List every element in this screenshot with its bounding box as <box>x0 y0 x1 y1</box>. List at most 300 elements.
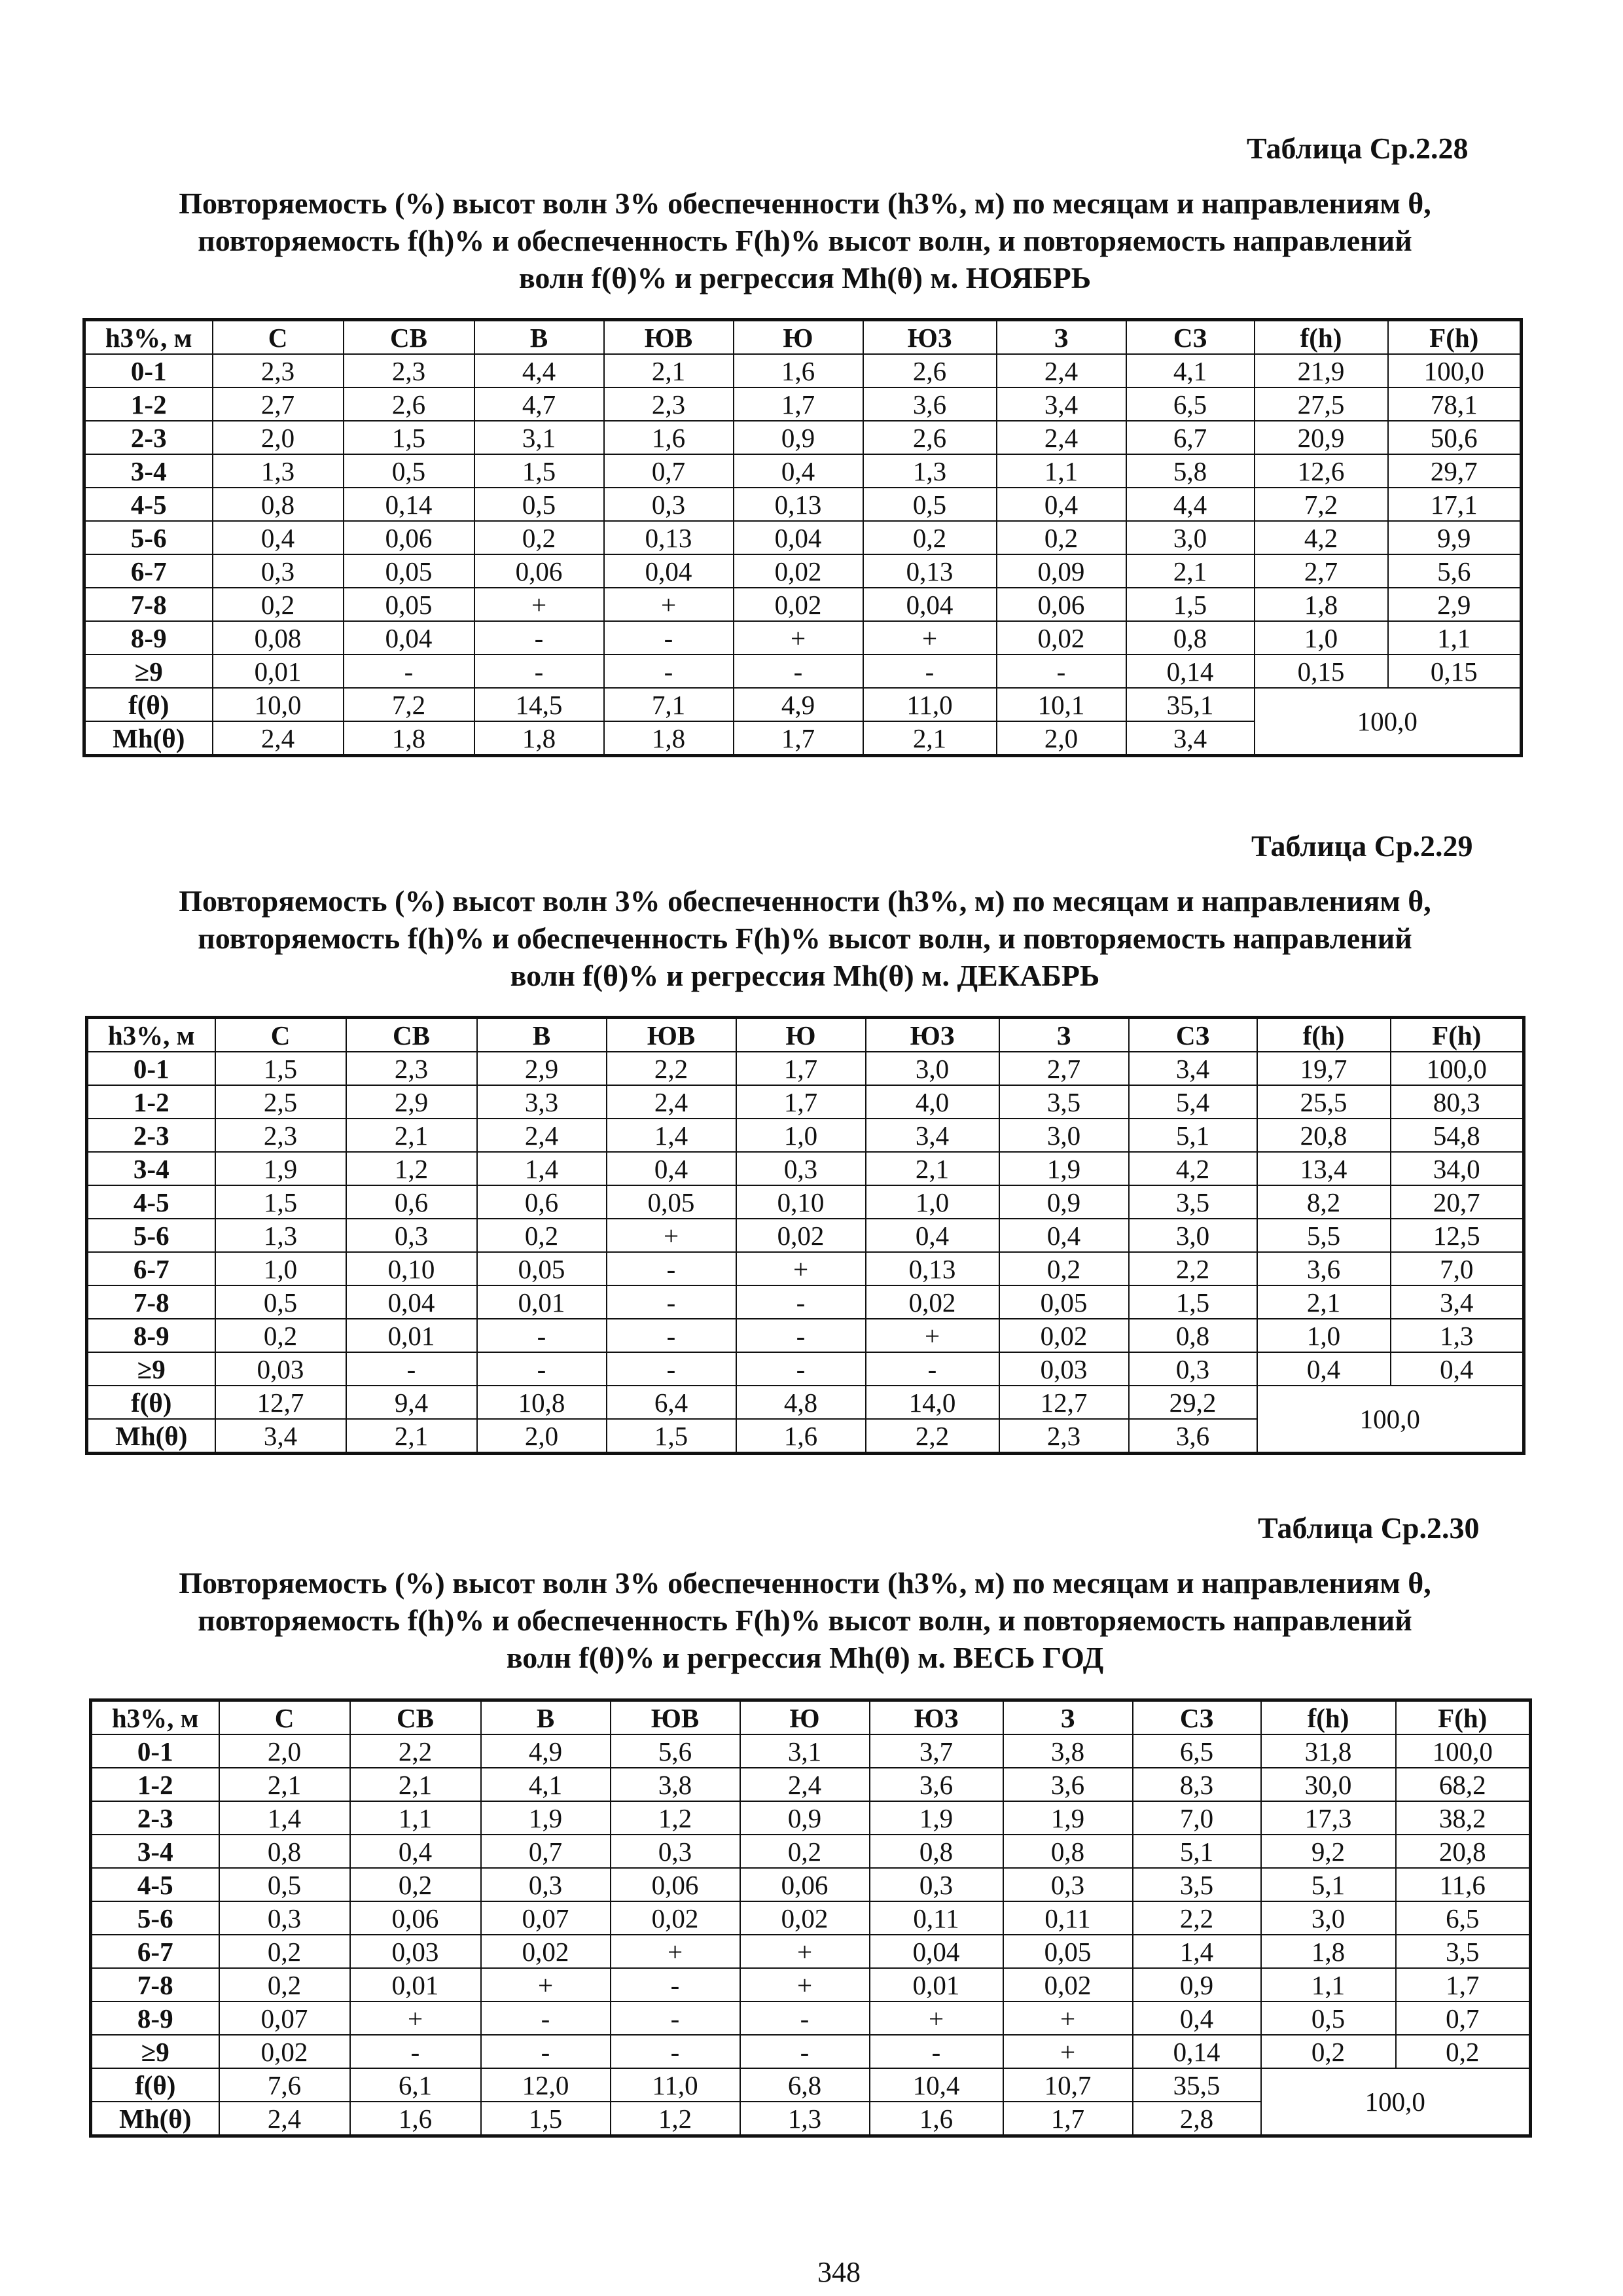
table-cell: 2,3 <box>215 1119 346 1152</box>
header-cell: f(h) <box>1257 1018 1391 1052</box>
table-cell: 0,9 <box>1133 1968 1261 2001</box>
table-cell: 0,2 <box>863 521 997 554</box>
table-cell: 2,4 <box>997 354 1126 387</box>
table-cell: + <box>866 1319 999 1352</box>
table-cell: 0,9 <box>734 421 863 454</box>
table-cell: 3,1 <box>740 1734 870 1768</box>
table-cell: 0,8 <box>870 1835 1003 1868</box>
table-cell: + <box>607 1219 736 1252</box>
table-cell: 6,4 <box>607 1386 736 1419</box>
table-cell: 0,8 <box>213 488 344 521</box>
table-cell: 6,1 <box>350 2068 481 2102</box>
table-cell: 0,5 <box>215 1285 346 1319</box>
table-cell: 1,1 <box>997 454 1126 488</box>
table-cell: 2,2 <box>350 1734 481 1768</box>
table-cell: 54,8 <box>1391 1119 1524 1152</box>
header-cell: З <box>1003 1700 1133 1735</box>
table-cell: 0,4 <box>734 454 863 488</box>
row-label: 3-4 <box>87 1152 215 1185</box>
table-cell: 1,7 <box>1003 2102 1133 2136</box>
table-cell: 80,3 <box>1391 1085 1524 1119</box>
table-cell: 2,1 <box>1126 554 1255 588</box>
table-cell: 2,7 <box>1255 554 1388 588</box>
table-cell: 2,0 <box>997 721 1126 756</box>
table-cell: + <box>870 2001 1003 2035</box>
table-row <box>84 387 1522 421</box>
table-row <box>84 521 1522 554</box>
table-cell: 3,0 <box>1261 1901 1396 1935</box>
table-cell: 6,5 <box>1126 387 1255 421</box>
table-cell: 3,4 <box>1391 1285 1524 1319</box>
row-label: f(θ) <box>91 2068 219 2102</box>
table-cell: 34,0 <box>1391 1152 1524 1185</box>
table-cell: 3,6 <box>870 1768 1003 1801</box>
caption-line: Повторяемость (%) высот волн 3% обеспеченности (h3%, м) по месяцам и направлениям θ, <box>179 884 1431 918</box>
table-cell: 0,2 <box>474 521 604 554</box>
table-cell: 0,06 <box>611 1868 740 1901</box>
table-cell: 10,4 <box>870 2068 1003 2102</box>
table-cell: 0,5 <box>219 1868 350 1901</box>
table-cell: 1,3 <box>1391 1319 1524 1352</box>
table-cell: 35,5 <box>1133 2068 1261 2102</box>
header-cell: Ю <box>734 320 863 355</box>
table-cell: 1,8 <box>1255 588 1388 621</box>
table-cell: 12,7 <box>215 1386 346 1419</box>
table-cell: 2,3 <box>213 354 344 387</box>
table-cell: 1,9 <box>215 1152 346 1185</box>
table-cell: 0,05 <box>477 1252 607 1285</box>
table-cell: 4,4 <box>474 354 604 387</box>
table-row <box>87 1185 1524 1219</box>
table-cell: - <box>736 1352 866 1386</box>
table-cell: 0,2 <box>213 588 344 621</box>
table-cell: 7,0 <box>1391 1252 1524 1285</box>
table-cell: 1,5 <box>481 2102 611 2136</box>
table-cell: 27,5 <box>1255 387 1388 421</box>
table-cell: 7,2 <box>344 688 474 721</box>
table-cell: 0,8 <box>1126 621 1255 655</box>
header-row <box>84 320 1522 355</box>
table-cell: 0,08 <box>213 621 344 655</box>
table-cell: 0,14 <box>344 488 474 521</box>
f-theta-row <box>91 2068 1531 2102</box>
table-cell: + <box>740 1935 870 1968</box>
table-cell: 6,7 <box>1126 421 1255 454</box>
table-cell: 11,6 <box>1396 1868 1531 1901</box>
f-theta-row <box>87 1386 1524 1419</box>
table-cell: - <box>611 2035 740 2068</box>
table-cell: - <box>607 1352 736 1386</box>
table-cell: 0,2 <box>999 1252 1129 1285</box>
table-cell: 0,5 <box>474 488 604 521</box>
table-cell: - <box>734 655 863 688</box>
table-cell: 0,6 <box>346 1185 477 1219</box>
row-label: 1-2 <box>84 387 213 421</box>
table-cell: 68,2 <box>1396 1768 1531 1801</box>
table-cell: 0,11 <box>1003 1901 1133 1935</box>
header-cell: ЮВ <box>604 320 734 355</box>
table-cell: 1,7 <box>736 1052 866 1085</box>
table-cell: 3,5 <box>1129 1185 1257 1219</box>
table-cell: 0,02 <box>734 554 863 588</box>
header-cell: h3%, м <box>87 1018 215 1052</box>
table-cell: 0,07 <box>481 1901 611 1935</box>
table-cell: 0,2 <box>1396 2035 1531 2068</box>
table-row <box>87 1319 1524 1352</box>
table-cell: + <box>481 1968 611 2001</box>
table-cell: 50,6 <box>1388 421 1522 454</box>
header-cell: F(h) <box>1396 1700 1531 1735</box>
table-cell: 4,0 <box>866 1085 999 1119</box>
table-cell: 1,6 <box>350 2102 481 2136</box>
table-cell: 0,01 <box>350 1968 481 2001</box>
table-row <box>87 1119 1524 1152</box>
table-cell: 0,3 <box>219 1901 350 1935</box>
table-cell: 1,7 <box>736 1085 866 1119</box>
table-cell: 2,1 <box>346 1119 477 1152</box>
table-cell: 5,1 <box>1129 1119 1257 1152</box>
table-cell: 2,6 <box>863 421 997 454</box>
table-cell: 5,1 <box>1133 1835 1261 1868</box>
table-cell: 2,1 <box>863 721 997 756</box>
table-cell: 1,8 <box>474 721 604 756</box>
header-cell: h3%, м <box>91 1700 219 1735</box>
table-cell: 0,01 <box>213 655 344 688</box>
table-cell: 0,7 <box>604 454 734 488</box>
table-cell: - <box>481 2035 611 2068</box>
row-label: 3-4 <box>84 454 213 488</box>
data-table <box>85 1016 1525 1455</box>
table-cell: 0,3 <box>1129 1352 1257 1386</box>
table-cell: 11,0 <box>611 2068 740 2102</box>
table-cell: 2,6 <box>863 354 997 387</box>
table-cell: 0,5 <box>863 488 997 521</box>
table-cell: 1,9 <box>481 1801 611 1835</box>
table-cell: 3,4 <box>997 387 1126 421</box>
table-cell: 5,8 <box>1126 454 1255 488</box>
table-cell: 1,5 <box>215 1185 346 1219</box>
header-cell: f(h) <box>1261 1700 1396 1735</box>
table-cell: 2,2 <box>1129 1252 1257 1285</box>
table-cell: 100,0 <box>1388 354 1522 387</box>
table-cell: 3,4 <box>1129 1052 1257 1085</box>
table-cell: 0,8 <box>1129 1319 1257 1352</box>
table-cell: 4,9 <box>734 688 863 721</box>
table-cell: 0,05 <box>344 554 474 588</box>
header-row <box>91 1700 1531 1735</box>
header-cell: В <box>477 1018 607 1052</box>
row-label: 2-3 <box>91 1801 219 1835</box>
table-cell: 0,03 <box>215 1352 346 1386</box>
table-cell: 30,0 <box>1261 1768 1396 1801</box>
table-cell: 2,4 <box>607 1085 736 1119</box>
header-cell: h3%, м <box>84 320 213 355</box>
table-cell: 0,03 <box>350 1935 481 1968</box>
table-cell: 0,4 <box>1133 2001 1261 2035</box>
header-cell: СВ <box>344 320 474 355</box>
table-cell: 2,4 <box>740 1768 870 1801</box>
table-cell: 3,6 <box>1257 1252 1391 1285</box>
table-cell: + <box>1003 2001 1133 2035</box>
table-cell: - <box>997 655 1126 688</box>
table-cell: 14,5 <box>474 688 604 721</box>
table-cell: 7,1 <box>604 688 734 721</box>
data-table <box>89 1698 1532 2138</box>
table-cell: 1,7 <box>734 387 863 421</box>
table-cell: 20,7 <box>1391 1185 1524 1219</box>
table-row <box>91 1968 1531 2001</box>
table-cell: 1,8 <box>604 721 734 756</box>
table-cell: - <box>607 1252 736 1285</box>
header-cell: СЗ <box>1126 320 1255 355</box>
header-cell: В <box>474 320 604 355</box>
table-cell: 0,02 <box>611 1901 740 1935</box>
table-cell: - <box>474 655 604 688</box>
caption-line: волн f(θ)% и регрессия Mh(θ) м. ВЕСЬ ГОД <box>506 1641 1104 1674</box>
table-row <box>91 2035 1531 2068</box>
row-label: 0-1 <box>91 1734 219 1768</box>
row-label: 0-1 <box>87 1052 215 1085</box>
table-cell: 6,8 <box>740 2068 870 2102</box>
header-cell: СВ <box>350 1700 481 1735</box>
header-cell: СЗ <box>1133 1700 1261 1735</box>
table-cell: 0,2 <box>215 1319 346 1352</box>
table-cell: 3,6 <box>1129 1419 1257 1454</box>
table-cell: 3,0 <box>1126 521 1255 554</box>
table-row <box>87 1152 1524 1185</box>
row-label: 8-9 <box>91 2001 219 2035</box>
table-row <box>87 1052 1524 1085</box>
table-row <box>91 1868 1531 1901</box>
row-label: 4-5 <box>84 488 213 521</box>
table-cell: 0,6 <box>477 1185 607 1219</box>
table-cell: 3,0 <box>999 1119 1129 1152</box>
table-cell: 5,6 <box>611 1734 740 1768</box>
table-cell: 0,01 <box>477 1285 607 1319</box>
table-cell: 9,9 <box>1388 521 1522 554</box>
table-cell: 4,7 <box>474 387 604 421</box>
table-cell: 0,13 <box>604 521 734 554</box>
table-cell: 1,0 <box>215 1252 346 1285</box>
table-row <box>91 1935 1531 1968</box>
header-cell: СВ <box>346 1018 477 1052</box>
table-cell: 4,2 <box>1129 1152 1257 1185</box>
table-cell: 0,5 <box>344 454 474 488</box>
table-cell: 0,02 <box>736 1219 866 1252</box>
row-label: ≥9 <box>91 2035 219 2068</box>
table-cell: 0,05 <box>344 588 474 621</box>
table-cell: - <box>736 1285 866 1319</box>
table-cell: 100,0 <box>1396 1734 1531 1768</box>
table-cell: 4,1 <box>1126 354 1255 387</box>
table-caption <box>85 1564 1525 1676</box>
table-cell: 3,6 <box>863 387 997 421</box>
table-cell: 1,3 <box>740 2102 870 2136</box>
table-cell: + <box>863 621 997 655</box>
page-number: 348 <box>817 2256 861 2288</box>
table-row <box>87 1285 1524 1319</box>
table-cell: 0,4 <box>350 1835 481 1868</box>
table-cell: - <box>607 1319 736 1352</box>
table-cell: 0,15 <box>1388 655 1522 688</box>
table-cell: 0,9 <box>740 1801 870 1835</box>
table-cell: 0,02 <box>734 588 863 621</box>
table-cell: 12,0 <box>481 2068 611 2102</box>
table-cell: 2,1 <box>1257 1285 1391 1319</box>
table-cell: 7,2 <box>1255 488 1388 521</box>
table-cell: 13,4 <box>1257 1152 1391 1185</box>
table-number: Таблица Ср.2.30 <box>1258 1511 1480 1545</box>
table-cell: 19,7 <box>1257 1052 1391 1085</box>
table-cell: 3,0 <box>1129 1219 1257 1252</box>
table-cell: 0,06 <box>474 554 604 588</box>
table-cell: 1,0 <box>1257 1319 1391 1352</box>
row-label: 3-4 <box>91 1835 219 1868</box>
table-cell: - <box>863 655 997 688</box>
table-cell: 1,5 <box>1129 1285 1257 1319</box>
table-cell: 1,4 <box>1133 1935 1261 1968</box>
table-cell: 0,02 <box>999 1319 1129 1352</box>
table-cell: 0,02 <box>866 1285 999 1319</box>
table-cell: 1,7 <box>1396 1968 1531 2001</box>
table-row <box>91 1768 1531 1801</box>
table-cell: 1,0 <box>866 1185 999 1219</box>
table-cell: - <box>611 2001 740 2035</box>
row-label: 1-2 <box>91 1768 219 1801</box>
table-cell: 1,5 <box>1126 588 1255 621</box>
table-cell: 2,3 <box>604 387 734 421</box>
table-cell: 0,13 <box>866 1252 999 1285</box>
table-cell: 0,10 <box>736 1185 866 1219</box>
table-cell: 31,8 <box>1261 1734 1396 1768</box>
table-cell: 3,4 <box>215 1419 346 1454</box>
table-cell: 1,9 <box>999 1152 1129 1185</box>
table-cell: 4,1 <box>481 1768 611 1801</box>
table-cell: 5,5 <box>1257 1219 1391 1252</box>
table-cell: 0,04 <box>346 1285 477 1319</box>
caption-line: повторяемость f(h)% и обеспеченность F(h)% высот волн, и повторяемость направлений <box>198 224 1412 257</box>
table-cell: 1,6 <box>734 354 863 387</box>
table-cell: 0,3 <box>604 488 734 521</box>
table-number: Таблица Ср.2.29 <box>1251 829 1473 863</box>
f-theta-row <box>84 688 1522 721</box>
table-cell: 0,4 <box>999 1219 1129 1252</box>
table-cell: 1,2 <box>346 1152 477 1185</box>
table-cell: 0,10 <box>346 1252 477 1285</box>
row-label: 5-6 <box>91 1901 219 1935</box>
table-cell: 78,1 <box>1388 387 1522 421</box>
table-cell: 0,06 <box>997 588 1126 621</box>
caption-line: повторяемость f(h)% и обеспеченность F(h)% высот волн, и повторяемость направлений <box>198 1604 1412 1637</box>
table-row <box>91 1901 1531 1935</box>
table-cell: 1,8 <box>344 721 474 756</box>
total-cell: 100,0 <box>1255 688 1522 756</box>
table-cell: 2,1 <box>350 1768 481 1801</box>
table-cell: 0,05 <box>1003 1935 1133 1968</box>
header-cell: F(h) <box>1388 320 1522 355</box>
table-cell: 0,4 <box>213 521 344 554</box>
table-cell: 1,6 <box>604 421 734 454</box>
table-cell: 5,4 <box>1129 1085 1257 1119</box>
table-cell: 3,1 <box>474 421 604 454</box>
table-cell: 0,01 <box>870 1968 1003 2001</box>
header-cell: ЮВ <box>607 1018 736 1052</box>
table-cell: 0,8 <box>219 1835 350 1868</box>
table-cell: 0,09 <box>997 554 1126 588</box>
header-cell: ЮЗ <box>870 1700 1003 1735</box>
table-cell: 0,9 <box>999 1185 1129 1219</box>
table-cell: 0,7 <box>481 1835 611 1868</box>
table-cell: 0,06 <box>740 1868 870 1901</box>
table-cell: - <box>611 1968 740 2001</box>
table-cell: 2,1 <box>346 1419 477 1454</box>
table-cell: 0,04 <box>344 621 474 655</box>
table-cell: 0,2 <box>219 1935 350 1968</box>
table-cell: 12,7 <box>999 1386 1129 1419</box>
header-cell: Ю <box>740 1700 870 1735</box>
header-cell: З <box>997 320 1126 355</box>
table-cell: 1,3 <box>215 1219 346 1252</box>
row-label: 7-8 <box>84 588 213 621</box>
table-cell: 3,5 <box>1133 1868 1261 1901</box>
table-cell: 0,02 <box>1003 1968 1133 2001</box>
table-cell: 2,4 <box>213 721 344 756</box>
table-cell: 0,01 <box>346 1319 477 1352</box>
table-row <box>87 1252 1524 1285</box>
table-cell: 0,04 <box>604 554 734 588</box>
row-label: 6-7 <box>84 554 213 588</box>
table-cell: 1,0 <box>736 1119 866 1152</box>
table-caption <box>85 882 1525 994</box>
table-cell: 0,05 <box>999 1285 1129 1319</box>
table-row <box>84 621 1522 655</box>
table-cell: 3,6 <box>1003 1768 1133 1801</box>
table-cell: 6,5 <box>1133 1734 1261 1768</box>
table-cell: 0,3 <box>736 1152 866 1185</box>
table-cell: 0,02 <box>740 1901 870 1935</box>
table-cell: 2,2 <box>1133 1901 1261 1935</box>
header-cell: ЮЗ <box>866 1018 999 1052</box>
table-cell: 0,3 <box>346 1219 477 1252</box>
table-cell: 0,13 <box>734 488 863 521</box>
table-cell: 0,04 <box>734 521 863 554</box>
table-cell: 0,13 <box>863 554 997 588</box>
table-cell: 3,8 <box>611 1768 740 1801</box>
table-cell: 0,2 <box>997 521 1126 554</box>
table-cell: 0,4 <box>866 1219 999 1252</box>
table-cell: - <box>740 2035 870 2068</box>
table-cell: 2,5 <box>215 1085 346 1119</box>
table-cell: 0,02 <box>481 1935 611 1968</box>
table-row <box>84 488 1522 521</box>
table-cell: + <box>350 2001 481 2035</box>
table-cell: 1,5 <box>474 454 604 488</box>
table-cell: 0,3 <box>870 1868 1003 1901</box>
row-label: 6-7 <box>91 1935 219 1968</box>
table-body <box>91 1734 1531 2068</box>
table-row <box>84 421 1522 454</box>
table-row <box>87 1085 1524 1119</box>
table-cell: + <box>734 621 863 655</box>
row-label: 4-5 <box>87 1185 215 1219</box>
header-cell: В <box>481 1700 611 1735</box>
table-cell: 1,5 <box>344 421 474 454</box>
table-cell: 1,4 <box>607 1119 736 1152</box>
table-caption <box>85 185 1525 296</box>
table-number: Таблица Ср.2.28 <box>1247 132 1469 165</box>
table-cell: 1,9 <box>1003 1801 1133 1835</box>
table-cell: 35,1 <box>1126 688 1255 721</box>
